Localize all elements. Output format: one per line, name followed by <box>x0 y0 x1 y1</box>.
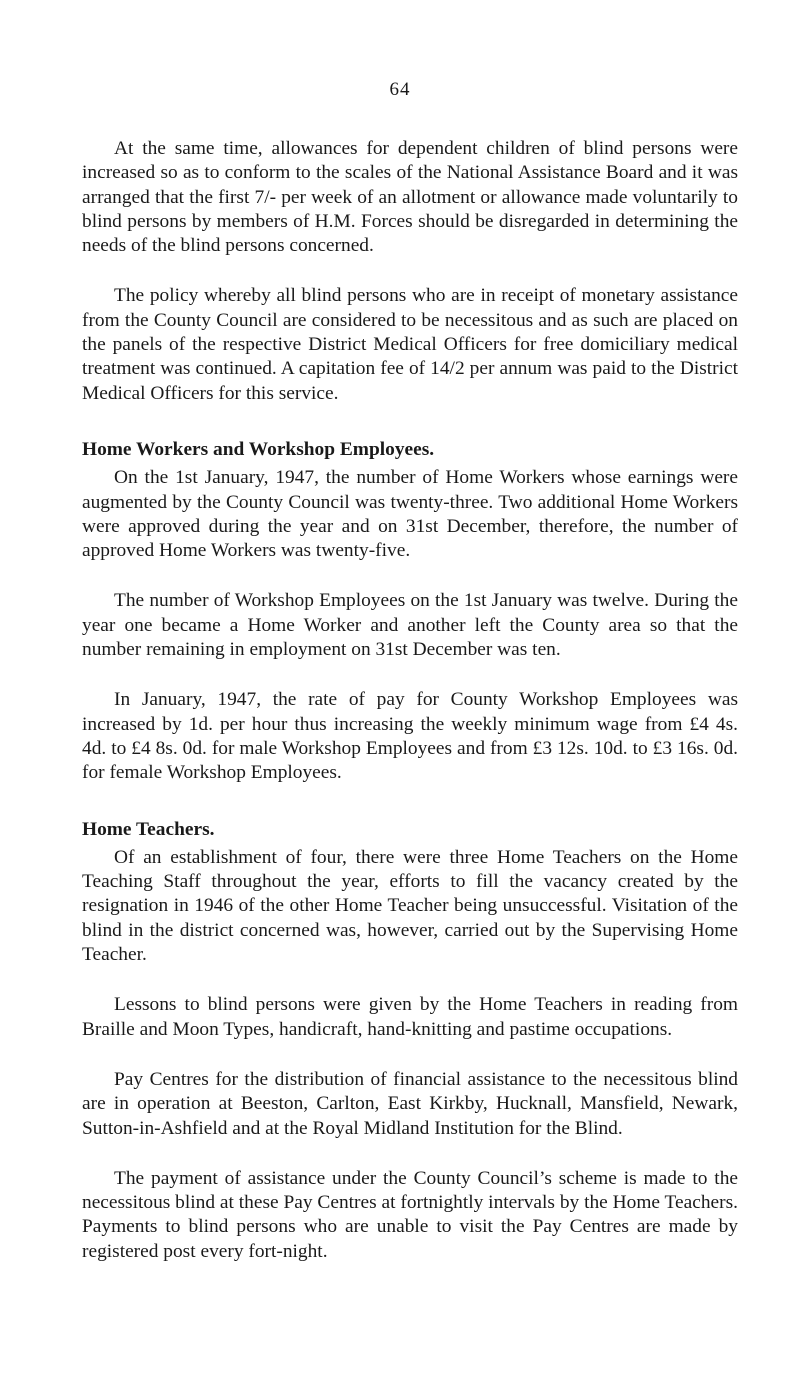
page-number: 64 <box>389 79 411 100</box>
paragraph-lessons: Lessons to blind persons were given by the Home Teachers in reading from Braille and Moon Types, handicraft, hand-knitting and pastime occupations. <box>82 994 738 1040</box>
heading-home-teachers: Home Teachers. <box>82 818 215 840</box>
paragraph-workshop-employees-count: The number of Workshop Employees on the 1st January was twelve. During the year one became a Home Worker and another left the County area so that the number remaining in employment on 31st December was ten. <box>82 590 738 661</box>
paragraph-home-teachers-staff: Of an establishment of four, there were three Home Teachers on the Home Teaching Staff throughout the year, efforts to fill the vacancy created by the resignation in 1946 of the other Home Teacher being unsuccessful. Visitation of the blind in the district concerned was, however, carried out by the Supervising Home Teacher. <box>82 846 738 966</box>
paragraph-workshop-pay-rate: In January, 1947, the rate of pay for County Workshop Employees was increased by 1d. per hour thus increasing the weekly minimum wage from £4 4s. 4d. to £4 8s. 0d. for male Workshop Employees and from £3 12s. 10d. to £3 16s. 0d. for female Workshop Employees. <box>82 689 738 784</box>
paragraph-medical-treatment-policy: The policy whereby all blind persons who are in receipt of monetary assistance from the County Council are considered to be necessitous and as such are placed on the panels of the respective District Medical Officers for free domiciliary medical treatment was continued. A capitation fee of 14/2 per annum was paid to the District Medical Officers for this service. <box>82 285 738 404</box>
paragraph-home-workers-count: On the 1st January, 1947, the number of Home Workers whose earnings were augmented by the County Council was twenty-three. Two additional Home Workers were approved during the year and on 31st December, therefore, the number of approved Home Workers was twenty-five. <box>82 467 738 562</box>
paragraph-pay-centres: Pay Centres for the distribution of financial assistance to the necessitous blind are in operation at Beeston, Carlton, East Kirkby, Hucknall, Mansfield, Newark, Sutton-in-Ashfield and at the Royal Midland Institution for the Blind. <box>82 1068 738 1139</box>
document-body <box>82 137 738 1290</box>
paragraph-payment-of-assistance: The payment of assistance under the County Council’s scheme is made to the necessitous blind at these Pay Centres at fortnightly intervals by the Home Teachers. Payments to blind persons who are unable to visit the Pay Centres are made by registered post every fort-night. <box>82 1167 738 1262</box>
paragraph-dependent-children-allowances: At the same time, allowances for dependent children of blind persons were increased so as to conform to the scales of the National Assistance Board and it was arranged that the first 7/- per week of an allotment or allowance made voluntarily to blind persons by members of H.M. Forces should be disregarded in determining the needs of the blind persons concerned. <box>82 138 738 257</box>
heading-home-workers: Home Workers and Workshop Employees. <box>82 438 435 460</box>
